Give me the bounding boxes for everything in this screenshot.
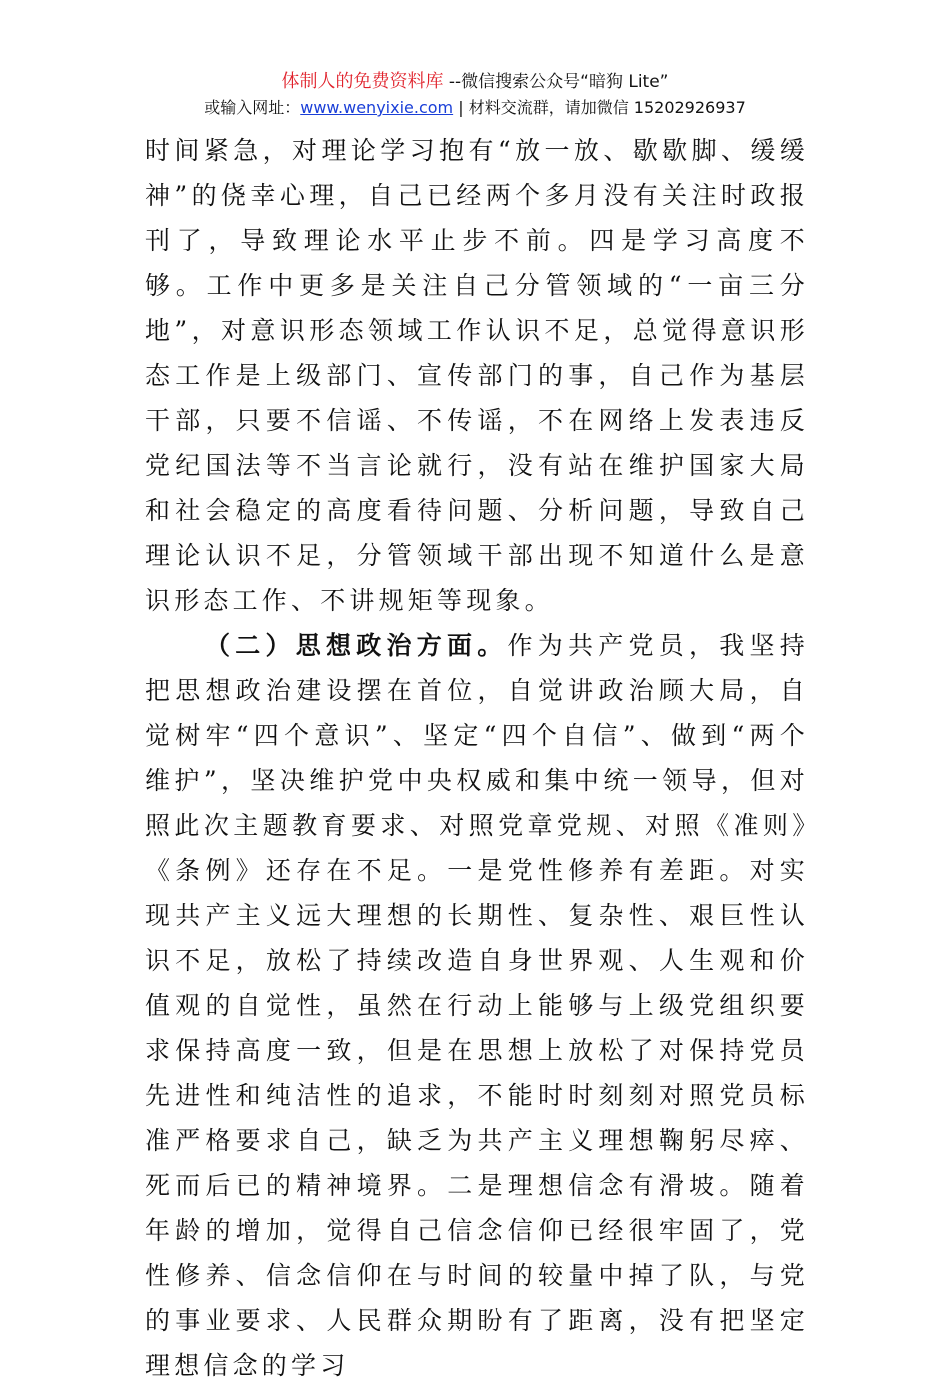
section-heading: （二）思想政治方面。 [205,631,508,660]
group-contact-text: 材料交流群，请加微信 15202926937 [468,98,746,117]
site-name: 体制人的免费资料库 [281,71,444,92]
header-promo-line [0,70,950,94]
paragraph-1: 时间紧急，对理论学习抱有“放一放、歇歇脚、缓缓神”的侥幸心理，自己已经两个多月没有关注时政报刊了，导致理论水平止步不前。四是学习高度不够。工作中更多是关注自己分管领域的“一亩三分地”，对意识形态领域工作认识不足，总觉得意识形态工作是上级部门、宣传部门的事，自己作为基层干部，只要不信谣、不传谣，不在网络上发表违反党纪国法等不当言论就行，没有站在维护国家大局和社会稳定的高度看待问题、分析问题，导致自己理论认识不足，分管领域干部出现不知道什么是意识形态工作、不讲规矩等现象。 [145,136,809,615]
wechat-prompt: --微信搜索公众号“暗狗 Lite” [443,72,669,92]
website-link[interactable]: www.wenyixie.com [300,98,454,117]
paragraph-2 [145,623,809,1388]
document-body [145,128,809,1388]
header-contact-line [0,96,950,120]
url-label: 或输入网址： [204,98,301,117]
paragraph-2-text: 作为共产党员，我坚持把思想政治建设摆在首位，自觉讲政治顾大局，自觉树牢“四个意识”、坚定“四个自信”、做到“两个维护”，坚决维护党中央权威和集中统一领导，但对照此次主题教育要求、对照党章党规、对照《准则》《条例》还存在不足。一是党性修养有差距。对实现共产主义远大理想的长期性、复杂性、艰巨性认识不足，放松了持续改造自身世界观、人生观和价值观的自觉性，虽然在行动上能够与上级党组织要求保持高度一致，但是在思想上放松了对保持党员先进性和纯洁性的追求，不能时时刻刻对照党员标准严格要求自己，缺乏为共产主义理想鞠躬尽瘁、死而后已的精神境界。二是理想信念有滑坡。随着年龄的增加，觉得自己信念信仰已经很牢固了，党性修养、信念信仰在与时间的较量中掉了队，与党的事业要求、人民群众期盼有了距离，没有把坚定理想信念的学习 [145,631,809,1380]
separator: | [453,98,469,117]
page-header [0,70,950,120]
